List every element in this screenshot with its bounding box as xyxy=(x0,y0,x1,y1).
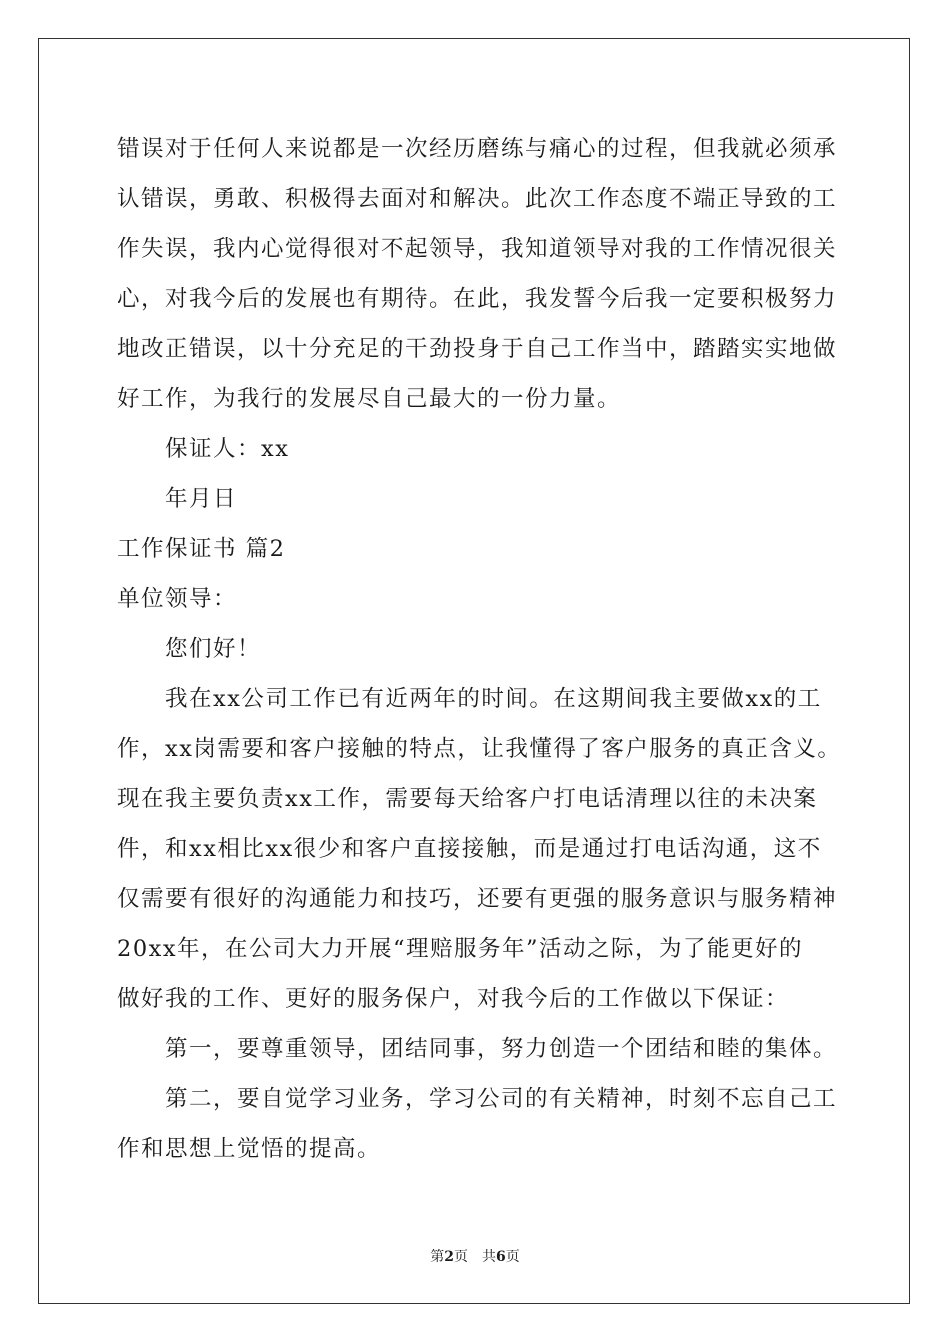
body-line: 错误对于任何人来说都是一次经历磨练与痛心的过程，但我就必须承 xyxy=(117,136,838,162)
body-line: 现在我主要负责xx工作，需要每天给客户打电话清理以往的未决案 xyxy=(117,786,818,812)
total-prefix: 共 xyxy=(482,1249,496,1265)
section-heading: 工作保证书 篇2 xyxy=(117,536,286,562)
total-pages: 6 xyxy=(496,1249,506,1265)
pledge-item: 第一，要尊重领导，团结同事，努力创造一个团结和睦的集体。 xyxy=(165,1036,838,1062)
body-line: 作，xx岗需要和客户接触的特点，让我懂得了客户服务的真正含义。 xyxy=(117,736,842,762)
body-line: 作失误，我内心觉得很对不起领导，我知道领导对我的工作情况很关 xyxy=(117,236,838,262)
body-line: 做好我的工作、更好的服务保户，对我今后的工作做以下保证： xyxy=(117,986,790,1012)
guarantor-line: 保证人：xx xyxy=(165,436,290,462)
page-suffix: 页 xyxy=(454,1249,468,1265)
body-line: 作和思想上觉悟的提高。 xyxy=(117,1136,382,1162)
body-line: 心，对我今后的发展也有期待。在此，我发誓今后我一定要积极努力 xyxy=(117,286,838,312)
pledge-item: 第二，要自觉学习业务，学习公司的有关精神，时刻不忘自己工 xyxy=(165,1086,838,1112)
body-line: 仅需要有很好的沟通能力和技巧，还要有更强的服务意识与服务精神 xyxy=(117,886,838,912)
body-line: 件，和xx相比xx很少和客户直接接触，而是通过打电话沟通，这不 xyxy=(117,836,822,862)
page-number: 2 xyxy=(444,1249,454,1265)
body-line: 20xx年，在公司大力开展“理赔服务年”活动之际，为了能更好的 xyxy=(117,936,804,962)
total-suffix: 页 xyxy=(505,1249,520,1265)
body-line: 好工作，为我行的发展尽自己最大的一份力量。 xyxy=(117,386,622,412)
page-prefix: 第 xyxy=(430,1249,445,1265)
body-line: 认错误，勇敢、积极得去面对和解决。此次工作态度不端正导致的工 xyxy=(117,186,838,212)
date-line: 年月日 xyxy=(165,486,238,512)
salutation: 单位领导： xyxy=(117,586,238,612)
document-body xyxy=(117,124,842,1174)
body-line: 我在xx公司工作已有近两年的时间。在这期间我主要做xx的工 xyxy=(165,686,822,712)
greeting: 您们好！ xyxy=(165,636,262,662)
page-footer xyxy=(0,1246,950,1266)
body-line: 地改正错误，以十分充足的干劲投身于自己工作当中，踏踏实实地做 xyxy=(117,336,838,362)
